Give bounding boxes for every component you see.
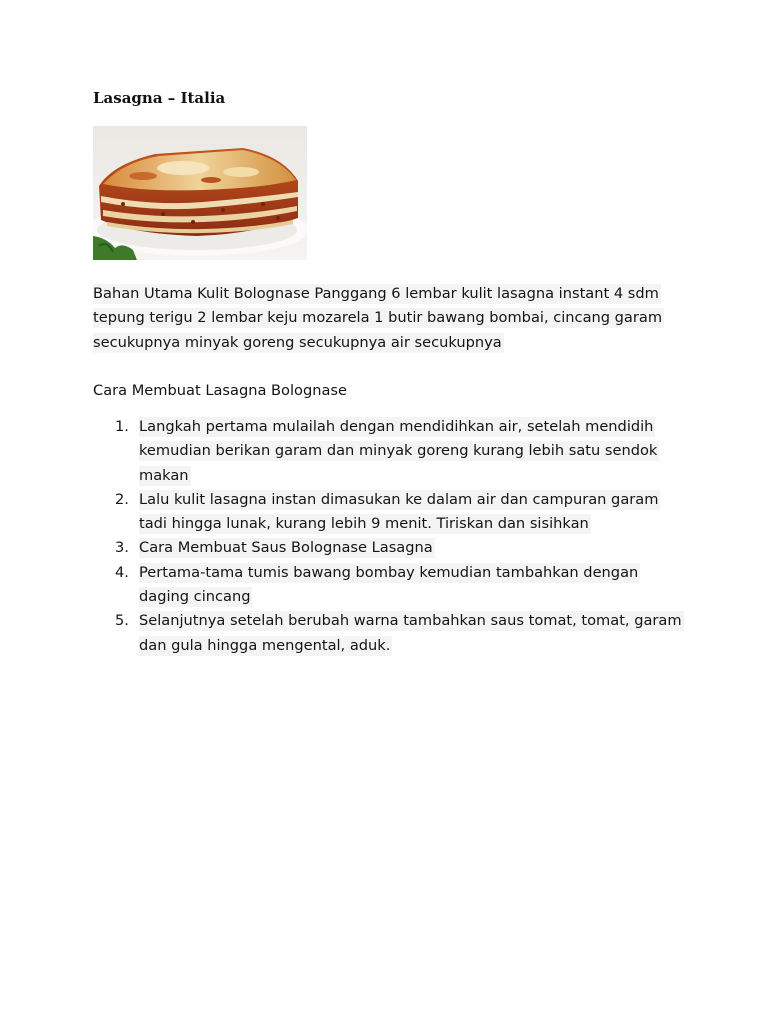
list-item [93, 609, 683, 658]
list-item [93, 415, 683, 488]
list-item [93, 561, 683, 610]
list-item [93, 488, 683, 537]
list-item [93, 536, 683, 560]
step-number: 4. [115, 563, 129, 581]
step-text: Selanjutnya setelah berubah warna tambahkan saus tomat, tomat, garam dan gula hingga mengental, aduk. [139, 612, 682, 654]
step-number: 1. [115, 418, 129, 435]
ingredients-paragraph [93, 282, 683, 355]
lasagna-photo [93, 126, 307, 260]
step-text: Langkah pertama mulailah dengan mendidihkan air, setelah mendidih kemudian berikan garam dan minyak goreng kurang lebih satu sendok makan [139, 418, 658, 484]
page-title: Lasagna – Italia [93, 89, 226, 107]
method-title-text: Cara Membuat Lasagna Bolognase [93, 382, 347, 399]
steps-list [93, 415, 683, 658]
step-number: 5. [115, 612, 129, 630]
step-number: 2. [115, 490, 129, 508]
ingredients-text: Bahan Utama Kulit Bolognase Panggang 6 lembar kulit lasagna instant 4 sdm tepung terigu 2 lembar keju mozarela 1 butir bawang bombai, cincang garam secukupnya minyak goreng secukupnya air secukupnya [93, 285, 663, 351]
step-text: Cara Membuat Saus Bolognase Lasagna [139, 539, 433, 557]
step-number: 3. [115, 539, 129, 557]
method-heading [93, 379, 347, 403]
step-text: Pertama-tama tumis bawang bombay kemudian tambahkan dengan daging cincang [139, 563, 639, 606]
step-text: Lalu kulit lasagna instan dimasukan ke dalam air dan campuran garam tadi hingga lunak, kurang lebih 9 menit. Tiriskan dan sisihkan [139, 490, 659, 533]
